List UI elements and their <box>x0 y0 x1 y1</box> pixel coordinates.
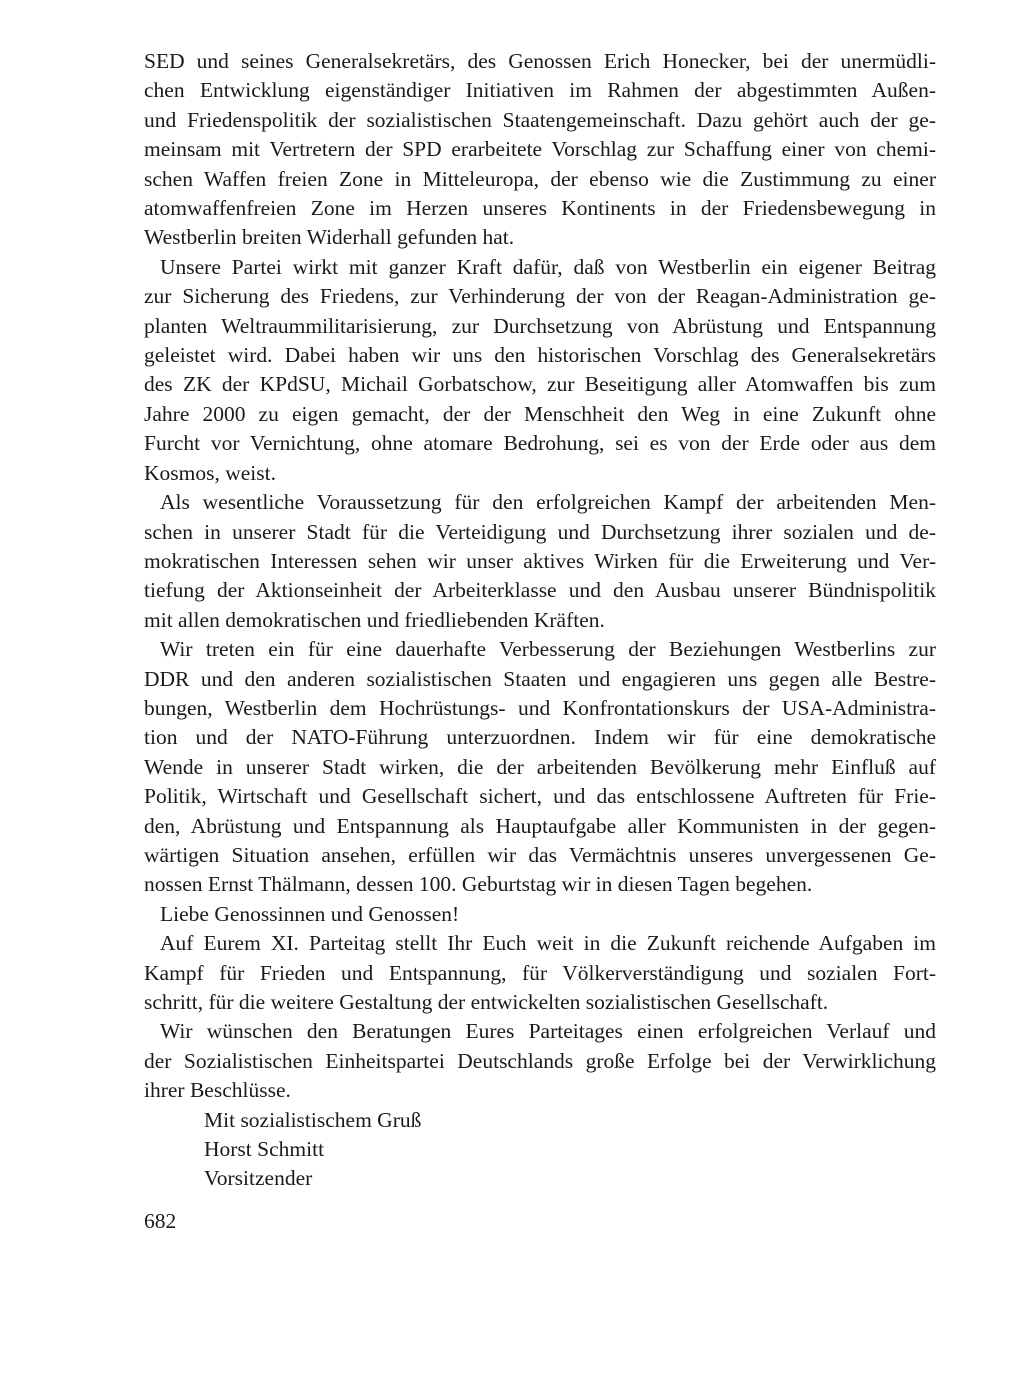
text-line: tiefung der Aktionseinheit der Arbeiterklasse und den Ausbau unserer Bündnispolitik <box>144 578 936 603</box>
text-line: Politik, Wirtschaft und Gesellschaft sichert, und das entschlossene Auftreten für Frie- <box>144 784 936 809</box>
paragraph <box>144 900 936 929</box>
text-line: der Sozialistischen Einheitspartei Deutschlands große Erfolge bei der Verwirklichung <box>144 1048 936 1073</box>
text-line: Westberlin breiten Widerhall gefunden hat. <box>144 225 515 250</box>
text-line: Als wesentliche Voraussetzung für den erfolgreichen Kampf der arbeitenden Men- <box>160 490 936 515</box>
text-line: und Friedenspolitik der sozialistischen Staatengemeinschaft. Dazu gehört auch der ge- <box>144 107 936 132</box>
paragraph <box>144 253 936 488</box>
text-line: mit allen demokratischen und friedliebenden Kräften. <box>144 607 605 632</box>
page-number: 682 <box>144 1209 177 1233</box>
text-line: wärtigen Situation ansehen, erfüllen wir das Vermächtnis unseres unvergessenen Ge- <box>144 842 936 867</box>
text-line: tion und der NATO-Führung unterzuordnen. Indem wir für eine demokratische <box>144 725 936 750</box>
text-line: Auf Eurem XI. Parteitag stellt Ihr Euch weit in die Zukunft reichende Aufgaben im <box>160 931 936 956</box>
paragraph-list <box>144 47 936 1106</box>
text-line: DDR und den anderen sozialistischen Staaten und engagieren uns gegen alle Bestre- <box>144 666 936 691</box>
text-line: ihrer Beschlüsse. <box>144 1078 291 1103</box>
paragraph <box>144 488 936 635</box>
text-line: schritt, für die weitere Gestaltung der entwickelten sozialistischen Gesellschaft. <box>144 990 829 1014</box>
text-line: Unsere Partei wirkt mit ganzer Kraft dafür, daß von Westberlin ein eigener Beitrag <box>160 254 936 279</box>
text-line: Kampf für Frieden und Entspannung, für Völkerverständigung und sozialen Fort- <box>144 960 936 985</box>
text-line: Furcht vor Vernichtung, ohne atomare Bedrohung, sei es von der Erde oder aus dem <box>144 431 936 456</box>
text-line: planten Weltraummilitarisierung, zur Durchsetzung von Abrüstung und Entspannung <box>144 313 936 338</box>
text-line: mokratischen Interessen sehen wir unser aktives Wirken für die Erweiterung und Ver- <box>144 548 936 573</box>
text-line: Wende in unserer Stadt wirken, die der arbeitenden Bevölkerung mehr Einfluß auf <box>144 754 936 779</box>
signature-greeting: Mit sozialistischem Gruß <box>204 1107 422 1132</box>
text-line: Wir wünschen den Beratungen Eures Parteitages einen erfolgreichen Verlauf und <box>160 1019 936 1044</box>
signature-block <box>144 1106 936 1194</box>
text-line: chen Entwicklung eigenständiger Initiativen im Rahmen der abgestimmten Außen- <box>144 78 936 103</box>
text-line: meinsam mit Vertretern der SPD erarbeitete Vorschlag zur Schaffung einer von chemi- <box>144 137 936 162</box>
text-line: Wir treten ein für eine dauerhafte Verbesserung der Beziehungen Westberlins zur <box>160 637 936 662</box>
paragraph <box>144 1017 936 1105</box>
text-line: Kosmos, weist. <box>144 460 276 485</box>
text-line: nossen Ernst Thälmann, dessen 100. Geburtstag wir in diesen Tagen begehen. <box>144 872 813 897</box>
text-line: Jahre 2000 zu eigen gemacht, der der Menschheit den Weg in eine Zukunft ohne <box>144 401 936 426</box>
paragraph <box>144 635 936 900</box>
text-line: des ZK der KPdSU, Michail Gorbatschow, zur Beseitigung aller Atomwaffen bis zum <box>144 372 936 397</box>
text-line: schen in unserer Stadt für die Verteidigung und Durchsetzung ihrer sozialen und de- <box>144 519 936 544</box>
body-text <box>144 47 936 1194</box>
text-line: bungen, Westberlin dem Hochrüstungs- und Konfrontationskurs der USA-Administra- <box>144 695 936 720</box>
paragraph <box>144 929 936 1017</box>
text-line: SED und seines Generalsekretärs, des Genossen Erich Honecker, bei der unermüdli- <box>144 49 936 73</box>
text-line: Liebe Genossinnen und Genossen! <box>160 901 460 926</box>
paragraph <box>144 47 936 253</box>
signature-name: Horst Schmitt <box>204 1137 325 1162</box>
text-line: zur Sicherung des Friedens, zur Verhinderung der von der Reagan-Administration ge- <box>144 284 936 309</box>
text-line: atomwaffenfreien Zone im Herzen unseres Kontinents in der Friedensbewegung in <box>144 196 936 221</box>
signature-title: Vorsitzender <box>204 1166 313 1191</box>
text-line: den, Abrüstung und Entspannung als Hauptaufgabe aller Kommunisten in der gegen- <box>144 813 936 838</box>
text-line: schen Waffen freien Zone in Mitteleuropa, der ebenso wie die Zustimmung zu einer <box>144 166 936 191</box>
text-line: geleistet wird. Dabei haben wir uns den historischen Vorschlag des Generalsekretärs <box>144 343 936 368</box>
